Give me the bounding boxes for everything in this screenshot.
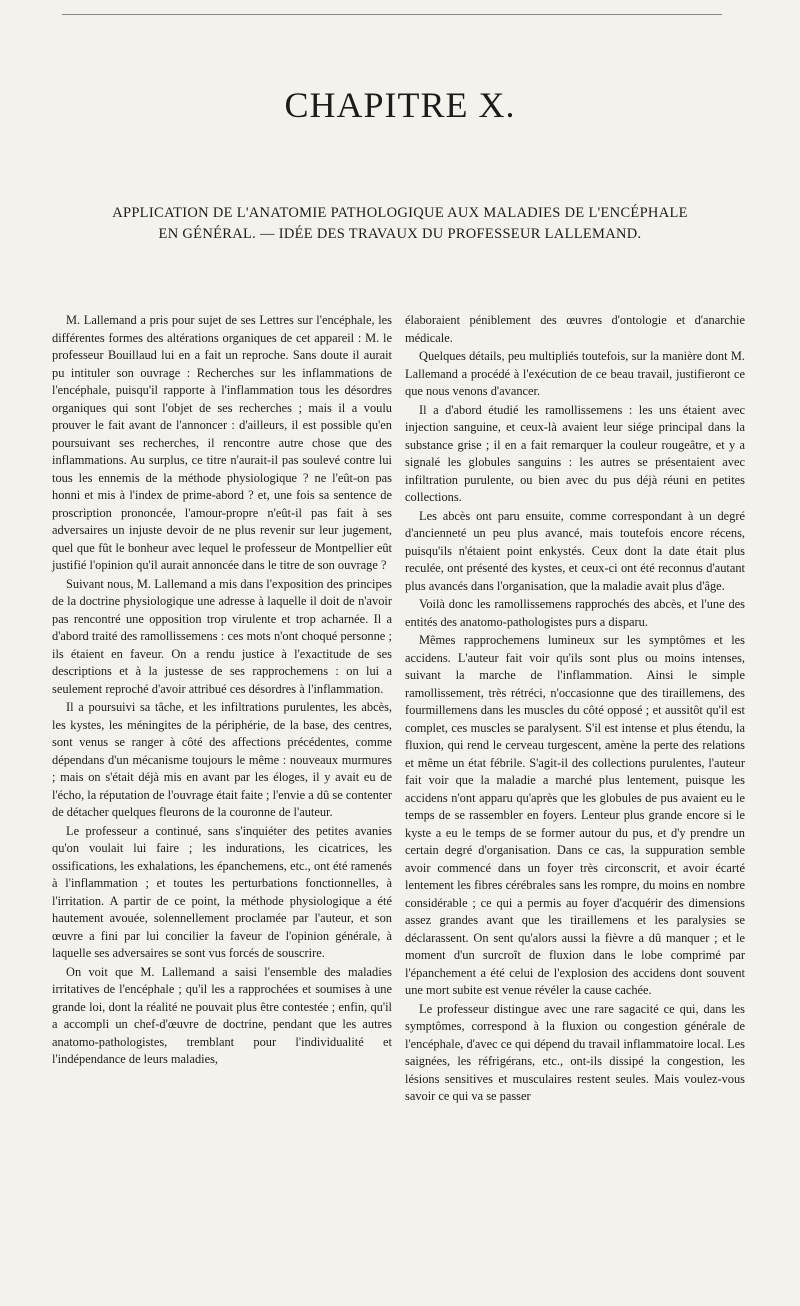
right-column	[405, 312, 745, 1106]
heading-line-1: APPLICATION DE L'ANATOMIE PATHOLOGIQUE AUX MALADIES DE L'ENCÉPHALE	[112, 205, 688, 221]
paragraph: Quelques détails, peu multipliés toutefois, sur la manière dont M. Lallemand a procédé à l'exécution de ce beau travail, justifieront ce que nous venons d'avancer.	[405, 349, 745, 398]
top-rule	[62, 14, 722, 15]
paragraph: élaboraient péniblement des œuvres d'ontologie et d'anarchie médicale.	[405, 313, 745, 345]
paragraph: Le professeur a continué, sans s'inquiéter des petites avanies qu'on voulait lui faire ; les indurations, les cicatrices, les ossifications, les exhalations, les épanchemens, etc., ont été ramenés à l'inflammation ; et toutes les perturbations fonctionnelles, à l'irritation. A partir de ce point, la méthode physiologique a été hautement avouée, solennellement proclamée par l'auteur, et son œuvre a fini par lui concilier la faveur de l'opinion générale, à laquelle ses adversaires se sont vus forcés de souscrire.	[52, 823, 392, 960]
paragraph: Il a poursuivi sa tâche, et les infiltrations purulentes, les abcès, les kystes, les méningites de la périphérie, de la base, des centres, sont venus se ranger à côté des affections précédentes, comme dépendans d'un mécanisme toujours le même : nouveaux murmures ; mais on s'était déjà mis en avant par les éloges, il y avait eu de l'écho, la réputation de l'ouvrage était faite ; l'envie a dû se contenter de détacher quelques fleurons de la couronne de l'auteur.	[52, 700, 392, 819]
paragraph: Suivant nous, M. Lallemand a mis dans l'exposition des principes de la doctrine physiologique une adresse à laquelle il doit de n'avoir pas rencontré une opposition trop virulente et trop acharnée. Il a d'abord traité des ramollissemens : ces mots n'ont choqué personne ; ils étaient en faveur. On a rendu justice à l'exactitude de ses descriptions et à la justesse de ses rapprochemens : on lui a seulement reproché d'avoir attribué ces désordres à l'inflammation.	[52, 576, 392, 696]
paragraph: Voilà donc les ramollissemens rapprochés des abcès, et l'une des entités des anatomo-pathologistes purs a disparu.	[405, 597, 745, 629]
chapter-heading	[60, 203, 740, 245]
paragraph: Les abcès ont paru ensuite, comme correspondant à un degré d'ancienneté un peu plus avancé, mais toutefois encore récens, puisqu'ils n'étaient point enkystés. Ceux dont la date était plus reculée, ont présenté des kystes, et ceux-ci ont été reconnus d'autant plus avancés dans l'organisation, que la maladie avait plus d'âge.	[405, 508, 745, 593]
chapter-title: CHAPITRE X.	[284, 85, 516, 125]
paragraph: On voit que M. Lallemand a saisi l'ensemble des maladies irritatives de l'encéphale ; qu'il les a rapprochées et soumises à une grande loi, dont la réalité ne pouvait plus être contestée ; enfin, qu'il a accompli un chef-d'œuvre de doctrine, pendant que les autres anatomo-pathologistes, tremblant pour l'individualité et l'indépendance de leurs maladies,	[52, 964, 392, 1066]
paragraph: Mêmes rapprochemens lumineux sur les symptômes et les accidens. L'auteur fait voir qu'ils sont plus ou moins intenses, suivant la marche de l'inflammation. Ainsi le simple ramollissement, très rétréci, n'occasionne que des tiraillemens, des fourmillemens dans les muscles du côté opposé ; et aussitôt qu'il est complet, ces muscles se paralysent. S'il est intense et plus étendu, la fluxion, qui rend le cerveau turgescent, amène la perte des relations et même un état fébrile. S'agit-il des collections purulentes, l'auteur fait voir que la maladie a marché plus lentement, puisque les accidens n'ont apparu qu'après que les globules de pus avaient eu le temps de se rassembler en foyers. Lenteur plus grande encore si le kyste a eu le temps de se former autour du pus, et d'y prendre un certain degré d'organisation. Dans ce cas, la suppuration semble avoir commencé dans un foyer très circonscrit, et avoir écarté lentement les fibres cérébrales sans les rompre, du moins en nombre considérable ; ce qui a permis au foyer d'acquérir des dimensions assez grandes avant que les tiraillemens et les paralysies se déclarassent. On sent qu'alors aussi la fièvre a dû manquer ; et le moment d'un surcroît de fluxion dans le lobe comprimé par l'épanchement a été celui de l'explosion des accidens dont souvent une mort subite est venue révéler la cause cachée.	[405, 633, 745, 997]
paragraph: M. Lallemand a pris pour sujet de ses Lettres sur l'encéphale, les différentes formes des altérations organiques de cet appareil : M. le professeur Bouillaud lui en a fait un reproche. Sans doute il aurait pu intituler son ouvrage : Recherches sur les inflammations de l'encéphale, puisqu'il rapporte à l'inflammation tous les désordres organiques qui sont l'objet de ses recherches ; mais il a voulu prouver le fait avant de l'annoncer : d'ailleurs, il est possible qu'en poursuivant ses recherches, il rencontre autre chose que des inflammations. Au surplus, ce titre n'aurait-il pas soulevé contre lui tous les ennemis de la méthode physiologique ? ne l'eût-on pas honni et mis à l'index de prime-abord ? et, une fois sa sentence de proscription prononcée, l'amour-propre n'eût-il pas fait à ses adversaires un injuste devoir de ne plus revenir sur leur jugement, quel que fût le bonheur avec lequel le professeur de Montpellier eût justifié l'opinion qu'il aurait annoncée dans le titre de son ouvrage ?	[52, 313, 392, 572]
heading-line-2: EN GÉNÉRAL. — IDÉE DES TRAVAUX DU PROFESSEUR LALLEMAND.	[158, 226, 642, 242]
paragraph: Il a d'abord étudié les ramollissemens : les uns étaient avec injection sanguine, et ceux-là avaient leur siége principal dans la substance grise ; il en a fait remarquer la couleur rougeâtre, et y a signalé les globules sanguins : les autres se présentaient avec infiltration purulente, ou bien avec du pus déjà réuni en petites collections.	[405, 402, 745, 504]
paragraph: Le professeur distingue avec une rare sagacité ce qui, dans les symptômes, correspond à la fluxion ou congestion générale de l'encéphale, d'avec ce qui dépend du travail inflammatoire local. Les saignées, les réfrigérans, etc., ont-ils dissipé la congestion, les lésions sensitives et musculaires restent seules. Mais voulez-vous savoir ce qui va se passer	[405, 1001, 745, 1103]
left-column	[52, 312, 392, 1069]
